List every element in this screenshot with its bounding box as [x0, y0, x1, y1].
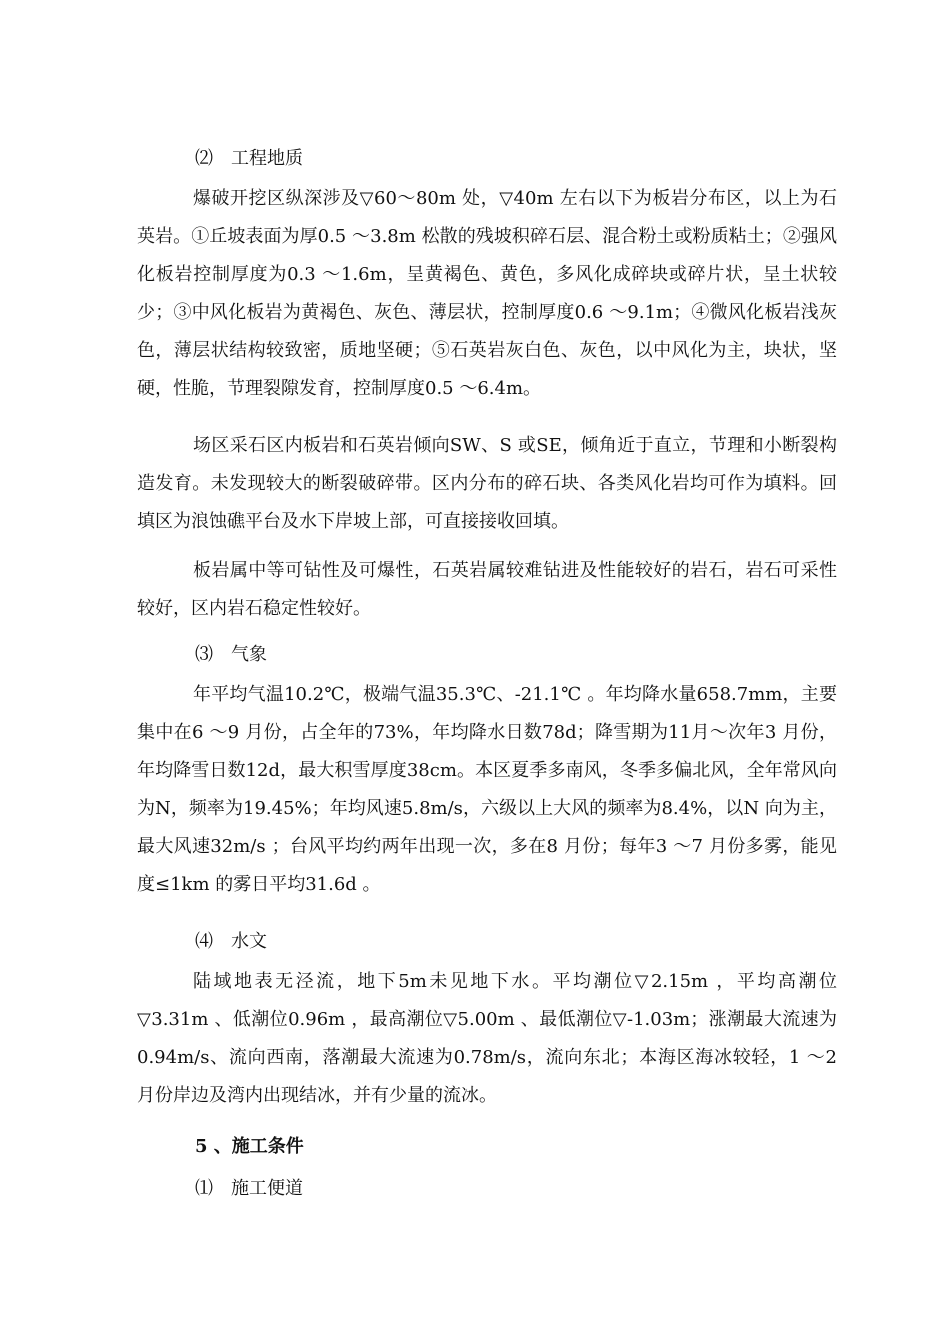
paragraph-hydrology: 陆域地表无泾流，地下5m未见地下水。平均潮位▽2.15m ，平均高潮位▽3.31m 、低潮位0.96m ，最高潮位▽5.00m 、最低潮位▽-1.03m；涨潮最大流速为0.94m/s、流向西南，落潮最大流速为0.78m/s，流向东北；本海区海冰较轻，1 ～2 月份岸边及湾内出现结冰，并有少量的流冰。	[137, 971, 837, 1106]
paragraph-geology-structure: 场区采石区内板岩和石英岩倾向SW、S 或SE，倾角近于直立，节理和小断裂构造发育。未发现较大的断裂破碎带。区内分布的碎石块、各类风化岩均可作为填料。回填区为浪蚀礁平台及水下岸坡上部，可直接接收回填。	[137, 435, 837, 532]
heading-title: 施工便道	[231, 1178, 303, 1199]
heading-number: ⑶	[195, 644, 213, 665]
paragraph-climate: 年平均气温10.2℃，极端气温35.3℃、-21.1℃ 。年均降水量658.7mm，主要集中在6 ～9 月份，占全年的73%，年均降水日数78d；降雪期为11月～次年3 月份，年均降雪日数12d，最大积雪厚度38cm。本区夏季多南风，冬季多偏北风，全年常风向为N，频率为19.45%；年均风速5.8m/s，六级以上大风的频率为8.4%，以N 向为主，最大风速32m/s ；台风平均约两年出现一次，多在8 月份；每年3 ～7 月份多雾，能见度≤1km 的雾日平均31.6d 。	[137, 684, 837, 895]
paragraph-geology-strata: 爆破开挖区纵深涉及▽60～80m 处，▽40m 左右以下为板岩分布区，以上为石英岩。①丘坡表面为厚0.5 ～3.8m 松散的残坡积碎石层、混合粉土或粉质粘土；②强风化板岩控制厚度为0.3 ～1.6m，呈黄褐色、黄色，多风化成碎块或碎片状，呈土状较少；③中风化板岩为黄褐色、灰色、薄层状，控制厚度0.6 ～9.1m；④微风化板岩浅灰色，薄层状结构较致密，质地坚硬；⑤石英岩灰白色、灰色，以中风化为主，块状，坚硬，性脆，节理裂隙发育，控制厚度0.5 ～6.4m。	[137, 188, 837, 399]
heading-engineering-geology	[195, 147, 303, 171]
heading-hydrology	[195, 930, 267, 954]
heading-construction-road	[195, 1177, 303, 1201]
heading-number: ⑵	[195, 148, 213, 169]
heading-title: 工程地质	[231, 148, 303, 169]
paragraph-geology-drillability: 板岩属中等可钻性及可爆性，石英岩属较难钻进及性能较好的岩石，岩石可采性较好，区内岩石稳定性较好。	[137, 560, 837, 619]
heading-construction-conditions: 5 、施工条件	[195, 1136, 304, 1157]
heading-number: ⑴	[195, 1178, 213, 1199]
heading-title: 气象	[231, 644, 267, 665]
heading-number: ⑷	[195, 931, 213, 952]
heading-climate	[195, 643, 267, 667]
heading-title: 水文	[231, 931, 267, 952]
